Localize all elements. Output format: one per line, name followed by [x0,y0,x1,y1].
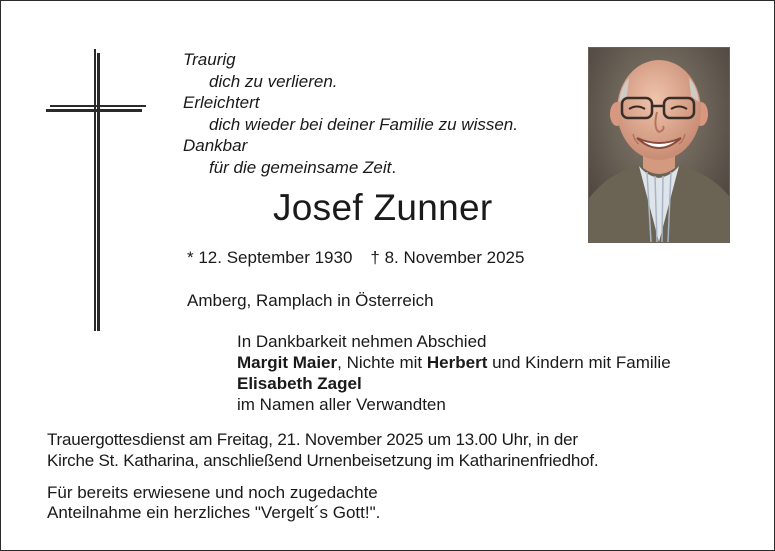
thanks-note [47,483,380,523]
death-date: † 8. November 2025 [370,248,525,267]
poem-line: Traurig [183,50,236,69]
cross-vertical-line [94,49,96,331]
mourners-line [237,373,671,394]
mourners [237,331,671,415]
cross-vertical-line [97,53,100,331]
thanks-line: Für bereits erwiesene und noch zugedachte [47,483,378,502]
service-line: Trauergottesdienst am Freitag, 21. November 2025 um 13.00 Uhr, in der [47,430,578,449]
life-dates [187,248,524,268]
portrait-illustration [589,48,729,242]
deceased-name: Josef Zunner [273,187,493,228]
poem-line [183,157,518,179]
mourner-name: Herbert [426,353,488,372]
mourner-relation: , Nichte mit [337,353,427,372]
residence: Amberg, Ramplach in Österreich [187,291,434,310]
poem [183,49,518,178]
mourners-closing: im Namen aller Verwandten [237,395,446,414]
birth-date: * 12. September 1930 [187,248,353,267]
service-line: Kirche St. Katharina, anschließend Urnenbeisetzung im Katharinenfriedhof. [47,451,599,470]
mourner-name: Elisabeth Zagel [237,374,362,393]
cross-horizontal-line [50,105,146,107]
cross-horizontal-line [46,109,142,112]
mourner-relation: und Kindern mit Familie [487,353,671,372]
thanks-line: Anteilnahme ein herzliches "Vergelt´s Gott!". [47,503,381,522]
mourners-intro: In Dankbarkeit nehmen Abschied [237,332,487,351]
poem-line: dich wieder bei deiner Familie zu wissen. [209,114,518,134]
mourner-name: Margit Maier [237,353,338,372]
poem-line-end: . [391,157,397,177]
poem-line: Erleichtert [183,93,260,112]
mourners-line [237,352,671,373]
portrait-photo [588,47,730,243]
poem-line-text: für die gemeinsame Zeit [209,157,392,177]
poem-line: Dankbar [183,136,248,155]
poem-line: dich zu verlieren. [209,71,338,91]
funeral-service-info [47,429,598,471]
